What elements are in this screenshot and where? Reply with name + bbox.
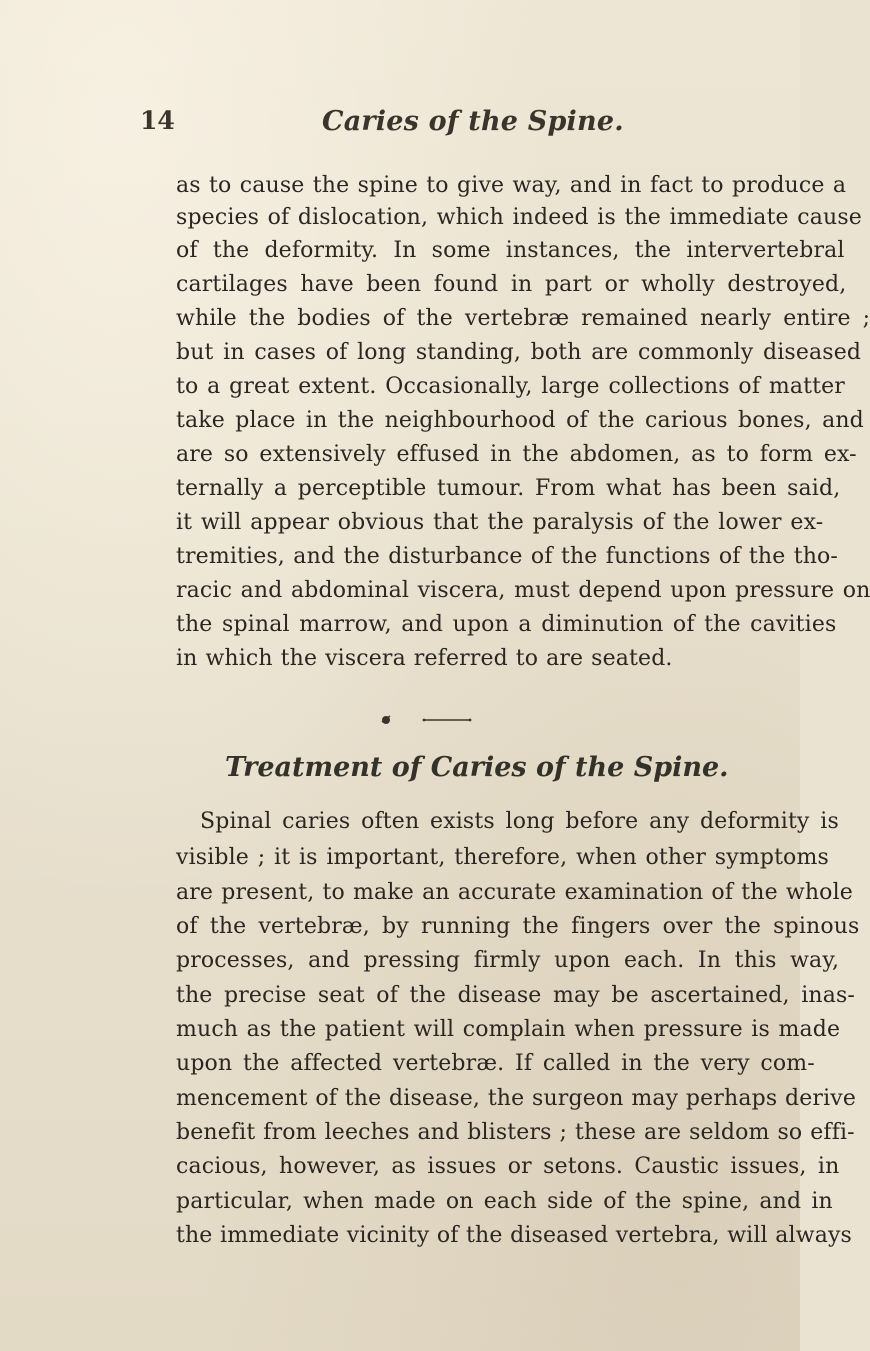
- text-line: ternally a perceptible tumour. From what has been said,: [176, 476, 841, 501]
- text-line: of the deformity. In some instances, the intervertebral: [176, 238, 845, 263]
- text-line: Spinal caries often exists long before any deformity is: [200, 809, 839, 834]
- text-line: cartilages have been found in part or wholly destroyed,: [176, 272, 847, 297]
- text-line: particular, when made on each side of the spine, and in: [176, 1189, 833, 1214]
- text-line: the immediate vicinity of the diseased vertebra, will always: [176, 1223, 852, 1248]
- text-line: it will appear obvious that the paralysis of the lower ex-: [176, 510, 824, 535]
- text-line: as to cause the spine to give way, and in fact to produce a: [176, 173, 847, 198]
- text-line: the spinal marrow, and upon a diminution of the cavities: [176, 612, 837, 637]
- text-line: much as the patient will complain when pressure is made: [176, 1017, 841, 1042]
- text-line: while the bodies of the vertebræ remained nearly entire ;: [176, 306, 870, 331]
- text-line: to a great extent. Occasionally, large collections of matter: [176, 374, 845, 399]
- text-line: are so extensively effused in the abdomen, as to form ex-: [176, 442, 857, 467]
- text-line: upon the affected vertebræ. If called in the very com-: [176, 1051, 815, 1076]
- text-line: take place in the neighbourhood of the carious bones, and: [176, 408, 864, 433]
- running-title: Caries of the Spine.: [322, 106, 624, 137]
- section-heading: Treatment of Caries of the Spine.: [225, 752, 729, 783]
- text-line: in which the viscera referred to are seated.: [176, 646, 673, 671]
- text-line: are present, to make an accurate examination of the whole: [176, 880, 853, 905]
- text-line: racic and abdominal viscera, must depend upon pressure on: [176, 578, 870, 603]
- text-line: of the vertebræ, by running the fingers over the spinous: [176, 914, 860, 939]
- text-line: but in cases of long standing, both are commonly diseased: [176, 340, 862, 365]
- page-header: [0, 106, 800, 146]
- text-line: cacious, however, as issues or setons. Caustic issues, in: [176, 1154, 840, 1179]
- text-line: the precise seat of the disease may be ascertained, inas-: [176, 983, 856, 1008]
- text-line: benefit from leeches and blisters ; these are seldom so effi-: [176, 1120, 855, 1145]
- text-line: species of dislocation, which indeed is the immediate cause: [176, 205, 862, 230]
- text-line: mencement of the disease, the surgeon may perhaps derive: [176, 1086, 856, 1111]
- page-number: 14: [140, 106, 175, 135]
- text-line: tremities, and the disturbance of the functions of the tho-: [176, 544, 838, 569]
- text-line: processes, and pressing firmly upon each. In this way,: [176, 948, 840, 973]
- text-line: visible ; it is important, therefore, when other symptoms: [176, 845, 829, 870]
- section-ornament: [378, 710, 498, 730]
